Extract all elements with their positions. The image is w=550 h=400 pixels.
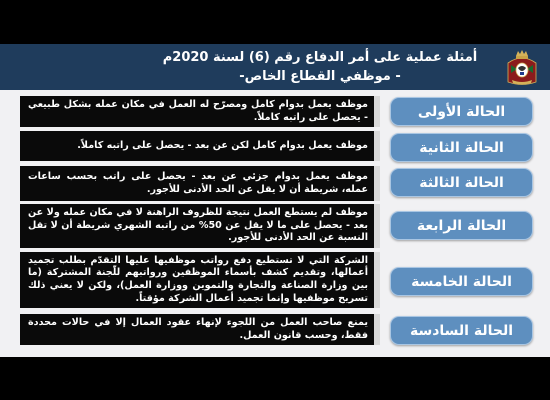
case-4-button[interactable]: الحالة الرابعة bbox=[390, 211, 533, 240]
case-5-button[interactable]: الحالة الخامسة bbox=[390, 267, 533, 296]
slide bbox=[0, 44, 550, 357]
slide-header bbox=[0, 44, 550, 90]
case-6-button[interactable]: الحالة السادسة bbox=[390, 316, 533, 345]
case-1-description: موظف يعمل بدوام كامل ومصرّح له العمل في مكان عمله بشكل طبيعي - يحصل على راتبه كاملاً. bbox=[20, 96, 380, 127]
title-line-1: أمثلة عملية على أمر الدفاع رقم (6) لسنة 2020م bbox=[162, 50, 478, 65]
jordan-coat-of-arms-icon bbox=[505, 49, 539, 87]
case-3-description: موظف يعمل بدوام جزئي عن بعد - يحصل على راتب بحسب ساعات عمله، شريطة أن لا يقل عن الحد الأدنى للأجور. bbox=[20, 166, 380, 201]
case-2-description: موظف يعمل بدوام كامل لكن عن بعد - يحصل على راتبه كاملاً. bbox=[20, 131, 380, 161]
title-line-2: - موظفي القطاع الخاص- bbox=[239, 69, 401, 84]
case-1-button[interactable]: الحالة الأولى bbox=[390, 97, 533, 126]
slide-title bbox=[150, 48, 490, 86]
case-5-description: الشركة التي لا تستطيع دفع رواتب موظفيها عليها التقدّم بطلب تجميد أعمالها، وتقديم كشف بأسماء الموظفين ورواتبهم للّجنة المشتركة (ما بين وزارة الصناعة والتجارة والتموين ووزارة العمل)، ولكن لا يعني ذلك تسريح موظفيها وإنما تجميد أعمال الشركة مؤقتاً. bbox=[20, 252, 380, 308]
case-6-description: يمنع صاحب العمل من اللجوء لإنهاء عقود العمال إلا في حالات محددة فقط، وحسب قانون العمل. bbox=[20, 314, 380, 345]
case-2-button[interactable]: الحالة الثانية bbox=[390, 133, 533, 162]
case-3-button[interactable]: الحالة الثالثة bbox=[390, 168, 533, 197]
case-4-description: موظف لم يستطع العمل نتيجة للظروف الراهنة لا في مكان عمله ولا عن بعد - يحصل على ما لا يقل عن 50% من راتبه الشهري شريطة أن لا تقل النسبة عن الحد الأدنى للأجور. bbox=[20, 204, 380, 248]
